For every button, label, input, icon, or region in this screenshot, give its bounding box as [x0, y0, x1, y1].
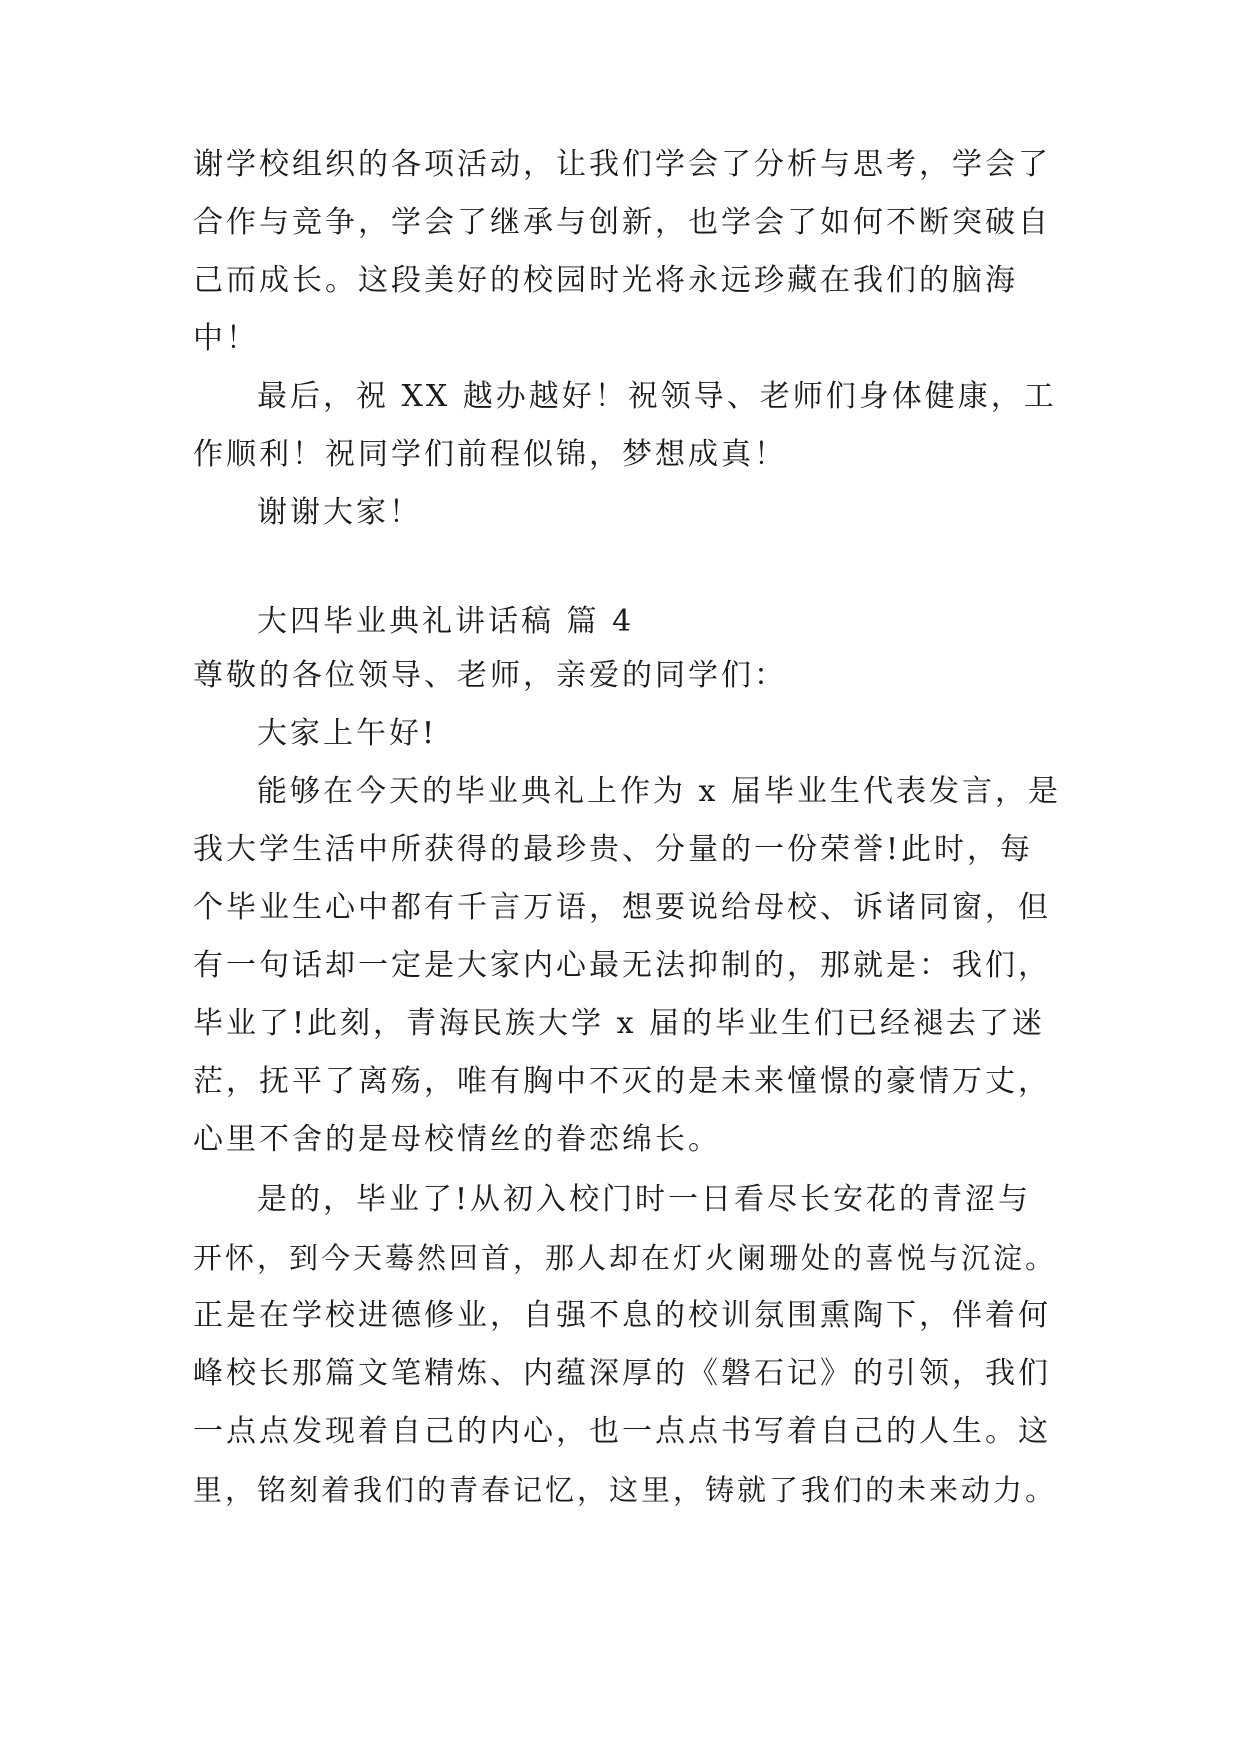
paragraph-line: 是的，毕业了!从初入校门时一日看尽长安花的青涩与	[257, 1182, 1032, 1217]
section-title: 大四毕业典礼讲话稿 篇 4	[257, 604, 635, 639]
paragraph-line: 我大学生活中所获得的最珍贵、分量的一份荣誉!此时，每	[193, 832, 1034, 867]
paragraph-line: 茫，抚平了离殇，唯有胸中不灭的是未来憧憬的豪情万丈，	[193, 1064, 1051, 1099]
paragraph-line: 合作与竞争，学会了继承与创新，也学会了如何不断突破自	[193, 205, 1051, 240]
paragraph-line: 峰校长那篇文笔精炼、内蕴深厚的《磐石记》的引领，我们	[193, 1356, 1051, 1391]
paragraph-line: 谢学校组织的各项活动，让我们学会了分析与思考，学会了	[193, 147, 1051, 182]
paragraph-line: 里，铭刻着我们的青春记忆，这里，铸就了我们的未来动力。	[193, 1473, 1058, 1507]
paragraph-line: 己而成长。这段美好的校园时光将永远珍藏在我们的脑海	[193, 263, 1018, 298]
paragraph-line: 有一句话却一定是大家内心最无法抑制的，那就是：我们，	[193, 948, 1051, 983]
paragraph-line: 最后，祝 XX 越办越好！祝领导、老师们身体健康，工	[257, 379, 1057, 414]
paragraph-line: 能够在今天的毕业典礼上作为 x 届毕业生代表发言，是	[257, 774, 1061, 809]
paragraph-line: 毕业了!此刻，青海民族大学 x 届的毕业生们已经褪去了迷	[193, 1006, 1046, 1041]
paragraph-line: 正是在学校进德修业，自强不息的校训氛围熏陶下，伴着何	[193, 1298, 1051, 1333]
paragraph-line: 个毕业生心中都有千言万语，想要说给母校、诉诸同窗，但	[193, 890, 1051, 925]
paragraph-line: 作顺利！祝同学们前程似锦，梦想成真！	[193, 437, 787, 472]
paragraph-line: 中！	[193, 321, 259, 356]
salutation-line: 尊敬的各位领导、老师，亲爱的同学们：	[193, 658, 787, 693]
paragraph-line: 一点点发现着自己的内心，也一点点书写着自己的人生。这	[193, 1414, 1051, 1449]
paragraph-line: 心里不舍的是母校情丝的眷恋绵长。	[193, 1122, 721, 1157]
greeting-line: 大家上午好!	[257, 716, 438, 751]
paragraph-line: 开怀，到今天蓦然回首，那人却在灯火阑珊处的喜悦与沉淀。	[193, 1241, 1058, 1275]
closing-line: 谢谢大家！	[257, 495, 422, 530]
